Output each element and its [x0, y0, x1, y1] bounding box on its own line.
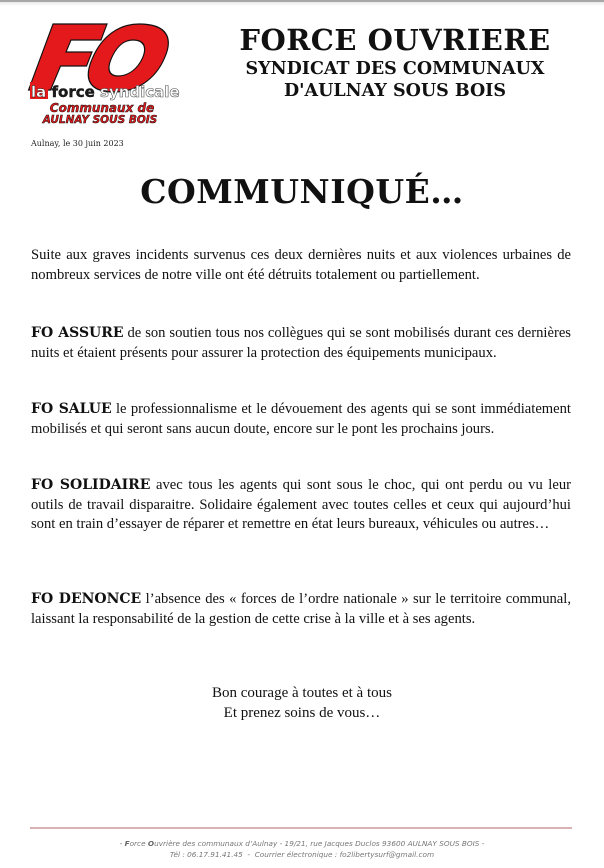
paragraph-text: de son soutien tous nos collègues qui se sont mobilisés durant ces dernières nuits et étaient présents pour assurer la protection des équipements municipaux.	[31, 325, 571, 361]
document-date: Aulnay, le 30 juin 2023	[31, 139, 124, 148]
footer-divider	[30, 827, 572, 829]
organization-header	[200, 22, 590, 102]
paragraph-lead: FO ASSURE	[31, 325, 124, 341]
closing-line-2: Et prenez soins de vous…	[223, 705, 381, 721]
paragraph-text: l’absence des « forces de l’ordre nationale » sur le territoire communal, laissant la responsabilité de la gestion de cette crise à la ville et à ses agents.	[31, 591, 571, 627]
footer-initial-f: F	[124, 839, 130, 848]
paragraph-assure	[31, 324, 571, 363]
footer	[0, 838, 604, 860]
communique-title: COMMUNIQUÉ…	[140, 172, 464, 211]
paragraph-lead: FO SOLIDAIRE	[31, 477, 151, 493]
paragraph-text: le professionnalisme et le dévouement des agents qui se sont immédiatement mobilisés et qui seront sans aucun doute, encore sur le pont les prochains jours.	[31, 401, 571, 437]
organization-subtitle-2: D'AULNAY SOUS BOIS	[283, 81, 507, 101]
paragraph-text: avec tous les agents qui sont sous le choc, qui ont perdu ou vu leur outils de travail disparaitre. Solidaire également avec toutes celles et ceux qui aujourd’hui sont en train d’essayer de réparer et remettre en état leurs bureaux, véhicules ou autres…	[31, 477, 571, 532]
footer-contact: Tél : 06.17.91.41.45 - Courrier électronique : fo2libertysurf@gmail.com	[169, 850, 435, 859]
paragraph-lead: FO SALUE	[31, 401, 112, 417]
footer-org-part1: orce	[129, 839, 148, 848]
paragraph-salue	[31, 400, 571, 439]
footer-dash: -	[119, 839, 125, 848]
closing-message	[0, 683, 604, 723]
paragraph-denonce	[31, 590, 571, 629]
fo-logo	[22, 20, 182, 128]
top-shadow	[0, 2, 604, 6]
organization-title: FORCE OUVRIERE	[239, 23, 551, 57]
closing-line-1: Bon courage à toutes et à tous	[212, 685, 392, 701]
paragraph-solidaire	[31, 476, 571, 535]
logo-line2: AULNAY SOUS BOIS	[42, 114, 158, 126]
footer-org-part2: uvrière des communaux d’Aulnay - 19/21, rue Jacques Duclos 93600 AULNAY SOUS BOIS -	[154, 839, 485, 848]
fo-logo-graphic	[22, 20, 182, 128]
footer-address	[0, 838, 604, 849]
paragraph-lead: FO DENONCE	[31, 591, 142, 607]
footer-initial-o: O	[147, 839, 155, 848]
intro-paragraph: Suite aux graves incidents survenus ces deux dernières nuits et aux violences urbaines de nombreux services de notre ville ont été détruits totalement ou partiellement.	[31, 247, 571, 283]
logo-tagline: la force syndicale	[31, 83, 180, 101]
logo-line1: Communaux de	[49, 101, 155, 115]
organization-subtitle-1: SYNDICAT DES COMMUNAUX	[245, 59, 545, 79]
